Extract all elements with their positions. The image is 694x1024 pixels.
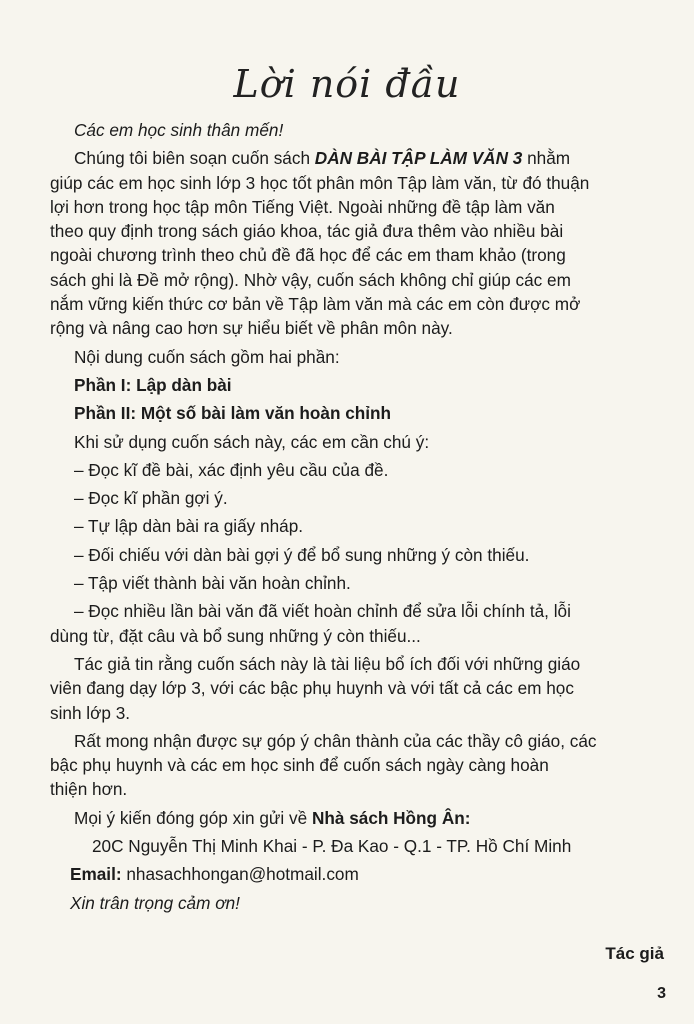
page-title: Lời nói đầu xyxy=(233,62,461,106)
intro-line-2: lợi hơn trong học tập môn Tiếng Việt. Ngoài những đề tập làm văn xyxy=(50,196,555,217)
belief-paragraph xyxy=(50,652,664,725)
tip-item-last xyxy=(50,599,664,648)
tip-last-line-0: – Đọc nhiều lần bài văn đã viết hoàn chỉnh để sửa lỗi chính tả, lỗi xyxy=(74,601,571,622)
contents-intro: Nội dung cuốn sách gồm hai phần: xyxy=(74,346,340,367)
email-address: nhasachhongan@hotmail.com xyxy=(121,864,359,885)
contact-pre: Mọi ý kiến đóng góp xin gửi về xyxy=(74,807,312,828)
belief-line-0: Tác giả tin rằng cuốn sách này là tài liệu bổ ích đối với những giáo xyxy=(74,653,581,674)
tip-item: – Đọc kĩ phần gợi ý. xyxy=(74,488,228,509)
email-line xyxy=(70,862,664,886)
intro-line-0: nhằm xyxy=(522,148,571,169)
part-1-heading: Phần I: Lập dàn bài xyxy=(74,374,232,395)
publisher-name: Nhà sách Hồng Ân: xyxy=(311,807,471,828)
author-signature: Tác giả xyxy=(605,944,664,963)
email-label: Email: xyxy=(70,864,122,885)
greeting: Các em học sinh thân mến! xyxy=(74,120,284,140)
part-2-heading: Phần II: Một số bài làm văn hoàn chỉnh xyxy=(74,403,392,424)
tip-item: – Tập viết thành bài văn hoàn chỉnh. xyxy=(74,573,351,594)
intro-pre: Chúng tôi biên soạn cuốn sách xyxy=(74,148,315,169)
preface-body xyxy=(50,118,664,919)
intro-line-4: ngoài chương trình theo chủ đề đã học để các em tham khảo (trong xyxy=(50,245,566,266)
publisher-address: 20C Nguyễn Thị Minh Khai - P. Đa Kao - Q.1 - TP. Hồ Chí Minh xyxy=(92,836,572,857)
book-title: DÀN BÀI TẬP LÀM VĂN 3 xyxy=(314,148,523,169)
usage-intro: Khi sử dụng cuốn sách này, các em cần chú ý: xyxy=(74,431,430,452)
intro-line-1: giúp các em học sinh lớp 3 học tốt phân môn Tập làm văn, từ đó thuận xyxy=(50,172,590,193)
tip-item: – Đối chiếu với dàn bài gợi ý để bổ sung những ý còn thiếu. xyxy=(74,544,530,565)
belief-line-1: viên đang dạy lớp 3, với các bậc phụ huynh và với tất cả các em học xyxy=(50,678,574,699)
page-number: 3 xyxy=(657,985,666,1002)
contact-line xyxy=(74,806,664,830)
tip-last-line-1: dùng từ, đặt câu và bổ sung những ý còn thiếu... xyxy=(50,625,421,646)
hope-paragraph xyxy=(50,729,664,802)
hope-line-1: bậc phụ huynh và các em học sinh để cuốn sách ngày càng hoàn xyxy=(50,755,549,776)
intro-line-3: theo quy định trong sách giáo khoa, tác giả đưa thêm vào nhiều bài xyxy=(50,221,564,242)
hope-line-2: thiện hơn. xyxy=(50,779,128,800)
intro-line-5: sách ghi là Đề mở rộng). Nhờ vậy, cuốn sách không chỉ giúp các em xyxy=(50,269,571,290)
tip-item: – Tự lập dàn bài ra giấy nháp. xyxy=(74,516,304,537)
belief-line-2: sinh lớp 3. xyxy=(50,702,131,723)
hope-line-0: Rất mong nhận được sự góp ý chân thành của các thầy cô giáo, các xyxy=(74,730,597,751)
intro-line-6: nắm vững kiến thức cơ bản về Tập làm văn mà các em còn được mở xyxy=(50,294,581,315)
tip-item: – Đọc kĩ đề bài, xác định yêu cầu của đề. xyxy=(74,459,389,480)
thanks-line: Xin trân trọng cảm ơn! xyxy=(70,892,240,913)
intro-line-7: rộng và nâng cao hơn sự hiểu biết về phân môn này. xyxy=(50,318,453,339)
intro-paragraph xyxy=(50,146,664,340)
